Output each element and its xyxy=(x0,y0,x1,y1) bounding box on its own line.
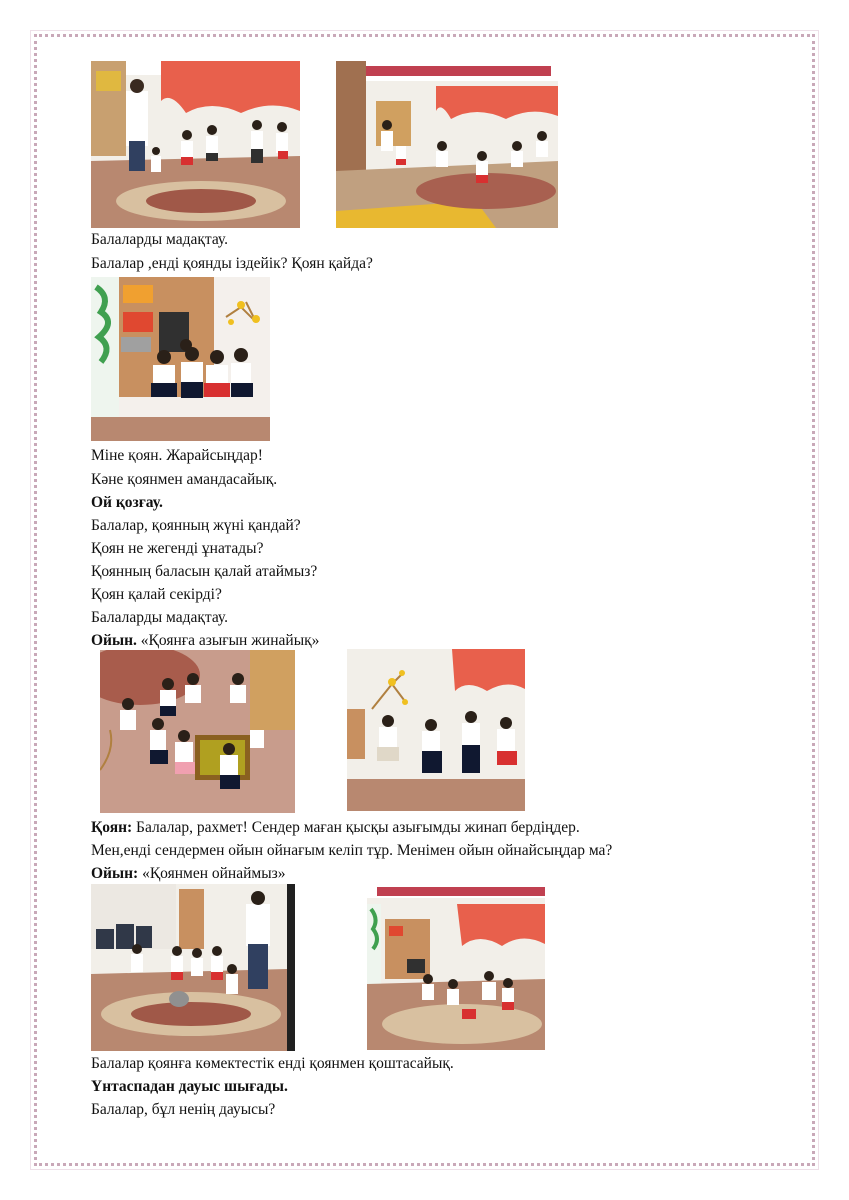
speaker-text: Балалар, рахмет! Сендер маған қысқы азығымды жинап бердіңдер. xyxy=(132,819,580,836)
text-line-heading: Ой қозғау. xyxy=(91,494,163,511)
text-line: Қоян қалай секірді? xyxy=(91,586,222,603)
text-line: Балалар, бұл ненің дауысы? xyxy=(91,1101,276,1118)
classroom-photo-4 xyxy=(100,650,295,813)
text-line: Балаларды мадақтау. xyxy=(91,609,229,626)
classroom-photo-6 xyxy=(91,884,295,1051)
text-line-game xyxy=(91,631,319,651)
classroom-photo-3 xyxy=(91,277,270,441)
text-line: Кәне қоянмен амандасайық. xyxy=(91,471,278,488)
text-line: Балаларды мадақтау. xyxy=(91,231,229,248)
text-line: Қоянның баласын қалай атаймыз? xyxy=(91,563,318,580)
text-line-game xyxy=(91,864,286,884)
text-line: Балалар ,енді қоянды іздейік? Қоян қайда? xyxy=(91,255,373,272)
classroom-photo-5 xyxy=(347,649,525,811)
text-line: Қоян не жегенді ұнатады? xyxy=(91,540,264,557)
game-label: Ойын: xyxy=(91,865,139,882)
classroom-photo-7 xyxy=(367,884,545,1050)
text-line-rabbit xyxy=(91,818,580,838)
game-title: «Қоянмен ойнаймыз» xyxy=(138,865,286,882)
text-line: Міне қоян. Жарайсыңдар! xyxy=(91,447,263,464)
text-line: Мен,енді сендермен ойын ойнағым келіп тұр. Менімен ойын ойнайсыңдар ма? xyxy=(91,842,613,859)
classroom-photo-2 xyxy=(336,61,558,228)
speaker-label: Қоян: xyxy=(91,819,133,836)
game-label: Ойын. xyxy=(91,632,137,649)
game-title: «Қоянға азығын жинайық» xyxy=(136,632,320,649)
text-line: Балалар қоянға көмектестік енді қоянмен қоштасайық. xyxy=(91,1055,454,1072)
text-line: Балалар, қоянның жүні қандай? xyxy=(91,517,301,534)
classroom-photo-1 xyxy=(91,61,300,228)
text-line-heading: Үнтаспадан дауыс шығады. xyxy=(91,1078,288,1095)
